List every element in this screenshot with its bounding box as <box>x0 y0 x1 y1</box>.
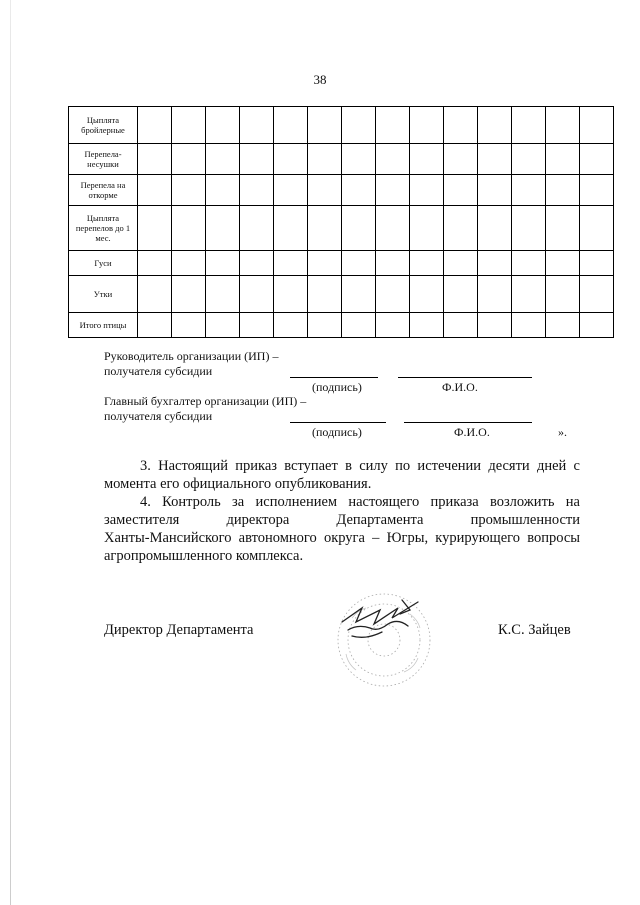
head-name-caption: Ф.И.О. <box>442 380 478 394</box>
table-cell <box>478 276 512 313</box>
table-cell <box>240 107 274 144</box>
table-cell <box>410 206 444 251</box>
table-cell <box>546 251 580 276</box>
table-cell <box>138 107 172 144</box>
table-cell <box>308 276 342 313</box>
table-cell <box>342 251 376 276</box>
table-cell <box>342 144 376 175</box>
row-label-line: бройлерные <box>81 125 125 135</box>
table-cell <box>138 251 172 276</box>
page-number: 38 <box>313 72 327 87</box>
head-name-line <box>398 377 532 378</box>
table-cell <box>240 206 274 251</box>
table-cell <box>342 175 376 206</box>
table-cell <box>546 144 580 175</box>
paragraph-4-line3: Ханты-Мансийского автономного округа – Югры, курирующего вопросы <box>104 530 580 546</box>
row-label-line: Перепела на <box>80 180 126 190</box>
table-cell <box>172 107 206 144</box>
row-label-line: мес. <box>95 233 111 243</box>
table-cell <box>240 251 274 276</box>
table-cell <box>206 107 240 144</box>
paragraph-3 <box>104 457 580 493</box>
table-cell <box>376 313 410 338</box>
table-cell <box>308 175 342 206</box>
table-cell <box>308 107 342 144</box>
table-cell <box>410 276 444 313</box>
poultry-table <box>68 106 614 338</box>
table-cell <box>240 313 274 338</box>
table-cell <box>274 144 308 175</box>
table-cell <box>580 313 614 338</box>
row-label <box>69 251 138 276</box>
table-cell <box>444 251 478 276</box>
accountant-name-line <box>404 422 532 423</box>
row-label-line: Цыплята <box>86 115 120 125</box>
table-cell <box>376 206 410 251</box>
accountant-title <box>104 394 306 424</box>
table-cell <box>444 144 478 175</box>
table-cell <box>410 175 444 206</box>
table-cell <box>172 313 206 338</box>
table-cell <box>512 107 546 144</box>
table-cell <box>512 251 546 276</box>
table-cell <box>172 251 206 276</box>
paragraph-4-line1 <box>104 493 580 511</box>
table-cell <box>512 276 546 313</box>
table-cell <box>274 175 308 206</box>
row-label <box>69 175 138 206</box>
table-row <box>69 251 614 276</box>
table-cell <box>240 276 274 313</box>
row-label-line: откорме <box>88 190 118 200</box>
table-cell <box>376 144 410 175</box>
table-cell <box>342 107 376 144</box>
table-cell <box>308 206 342 251</box>
table-cell <box>546 206 580 251</box>
table-row <box>69 107 614 144</box>
table-cell <box>376 251 410 276</box>
table-cell <box>580 276 614 313</box>
scan-edge <box>10 0 11 905</box>
row-label <box>69 276 138 313</box>
head-title-line1: Руководитель организации (ИП) – <box>104 349 279 363</box>
table-cell <box>172 206 206 251</box>
table-cell <box>512 313 546 338</box>
row-label-line: Цыплята <box>86 213 120 223</box>
paragraph-3-text1: 3. Настоящий приказ вступает в силу по истечении десяти дней с <box>140 458 580 474</box>
table-cell <box>478 251 512 276</box>
head-sign-caption: (подпись) <box>312 380 362 394</box>
table-cell <box>444 313 478 338</box>
table-cell <box>376 175 410 206</box>
table-cell <box>444 276 478 313</box>
head-title <box>104 349 278 379</box>
table-cell <box>410 144 444 175</box>
paragraph-4-line4: агропромышленного комплекса. <box>104 548 304 564</box>
handwritten-signature <box>342 600 418 637</box>
table-cell <box>376 107 410 144</box>
table-cell <box>274 276 308 313</box>
row-label-line: Итого птицы <box>79 320 127 330</box>
accountant-sign-line <box>290 422 386 423</box>
table-cell <box>580 251 614 276</box>
table-cell <box>580 206 614 251</box>
table-cell <box>274 251 308 276</box>
table-cell <box>444 107 478 144</box>
table-cell <box>138 313 172 338</box>
table-cell <box>172 144 206 175</box>
official-stamp-seal <box>322 578 440 690</box>
table-cell <box>274 206 308 251</box>
paragraph-3-line2: момента его официального опубликования. <box>104 476 372 492</box>
accountant-title-line1: Главный бухгалтер организации (ИП) – <box>104 394 307 408</box>
table-cell <box>546 313 580 338</box>
table-cell <box>546 175 580 206</box>
head-sign-line <box>290 377 378 378</box>
table-cell <box>206 251 240 276</box>
table-cell <box>308 313 342 338</box>
poultry-table-body <box>69 107 614 338</box>
table-cell <box>410 313 444 338</box>
table-cell <box>546 107 580 144</box>
table-cell <box>138 144 172 175</box>
accountant-sign-caption: (подпись) <box>312 425 362 439</box>
table-cell <box>172 276 206 313</box>
table-cell <box>512 175 546 206</box>
row-label-line: перепелов до 1 <box>75 223 131 233</box>
row-label <box>69 107 138 144</box>
table-row <box>69 276 614 313</box>
row-label <box>69 144 138 175</box>
table-cell <box>274 107 308 144</box>
paragraph-3-line1 <box>104 457 580 475</box>
head-title-line2: получателя субсидии <box>104 364 213 378</box>
paragraph-4-line2: заместителя директора Департамента промышленности <box>104 512 580 528</box>
table-cell <box>444 206 478 251</box>
table-row <box>69 175 614 206</box>
table-cell <box>512 144 546 175</box>
table-cell <box>410 251 444 276</box>
closing-quote: ». <box>558 425 567 439</box>
row-label <box>69 313 138 338</box>
table-cell <box>478 144 512 175</box>
row-label-line: несушки <box>87 159 119 169</box>
table-cell <box>308 251 342 276</box>
table-row <box>69 144 614 175</box>
table-cell <box>376 276 410 313</box>
accountant-name-caption: Ф.И.О. <box>454 425 490 439</box>
row-label-line: Перепела- <box>84 149 122 159</box>
table-cell <box>138 175 172 206</box>
row-label-line: Утки <box>93 289 113 299</box>
table-cell <box>444 175 478 206</box>
table-cell <box>478 313 512 338</box>
table-cell <box>342 276 376 313</box>
table-cell <box>274 313 308 338</box>
table-cell <box>580 144 614 175</box>
paragraph-4-text1: 4. Контроль за исполнением настоящего приказа возложить на <box>140 494 580 510</box>
table-row <box>69 206 614 251</box>
table-cell <box>308 144 342 175</box>
director-position: Директор Департамента <box>104 622 254 638</box>
table-cell <box>240 144 274 175</box>
table-cell <box>240 175 274 206</box>
accountant-title-line2: получателя субсидии <box>104 409 213 423</box>
row-label <box>69 206 138 251</box>
table-cell <box>546 276 580 313</box>
table-cell <box>172 175 206 206</box>
table-cell <box>478 206 512 251</box>
table-cell <box>410 107 444 144</box>
table-cell <box>342 206 376 251</box>
table-cell <box>512 206 546 251</box>
table-cell <box>478 175 512 206</box>
table-cell <box>580 175 614 206</box>
table-row <box>69 313 614 338</box>
table-cell <box>138 276 172 313</box>
table-cell <box>342 313 376 338</box>
table-cell <box>580 107 614 144</box>
paragraph-4 <box>104 493 580 565</box>
table-cell <box>138 206 172 251</box>
table-cell <box>206 175 240 206</box>
director-name: К.С. Зайцев <box>498 622 571 638</box>
table-cell <box>478 107 512 144</box>
table-cell <box>206 206 240 251</box>
table-cell <box>206 313 240 338</box>
table-cell <box>206 276 240 313</box>
table-cell <box>206 144 240 175</box>
row-label-line: Гуси <box>94 258 112 268</box>
